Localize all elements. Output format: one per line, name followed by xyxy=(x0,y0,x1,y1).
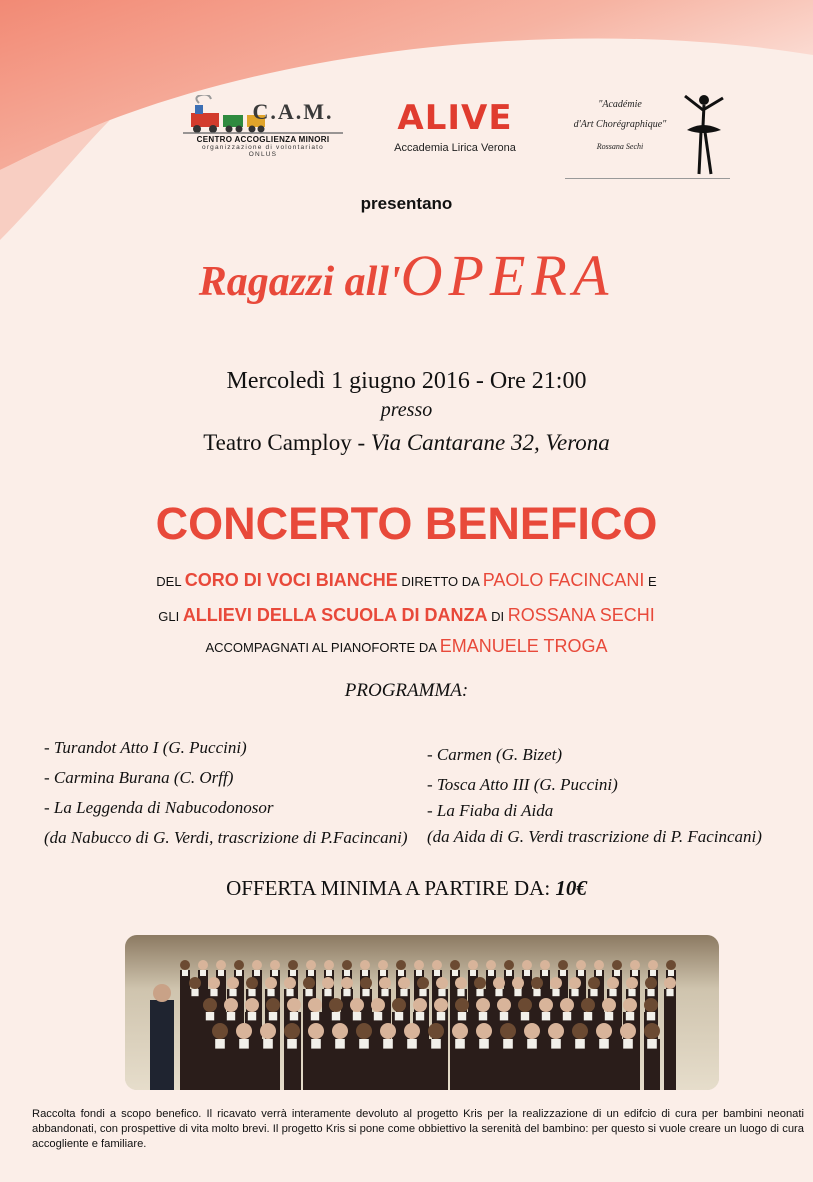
choir-singer-head xyxy=(198,960,208,970)
choir-singer-collar xyxy=(308,970,314,976)
choir-singer-head xyxy=(380,1023,396,1039)
choir-singer-body xyxy=(189,989,201,1090)
choir-singer-head xyxy=(476,998,490,1012)
choir-singer-collar xyxy=(614,970,620,976)
choir-singer-collar xyxy=(578,970,584,976)
choir-singer-collar xyxy=(248,989,255,996)
pianist-name: EMANUELE TROGA xyxy=(439,636,608,656)
cam-subtitle: CENTRO ACCOGLIENZA MINORI xyxy=(196,135,330,144)
credits-line3 xyxy=(40,636,773,657)
choir-singer-head xyxy=(216,960,226,970)
choir-singer-head xyxy=(576,960,586,970)
choir-singer-collar xyxy=(229,989,236,996)
choir-singer-collar xyxy=(596,970,602,976)
choir-singer-collar xyxy=(666,989,673,996)
presentano: presentano xyxy=(360,194,453,213)
choir-singer-collar xyxy=(290,970,296,976)
credits-line1 xyxy=(40,570,773,591)
choir-singer-collar xyxy=(290,1012,298,1020)
choir-singer-head xyxy=(308,1023,324,1039)
choir-singer-collar xyxy=(267,989,274,996)
choir-singer-collar xyxy=(584,1012,592,1020)
event-venue-line xyxy=(80,430,733,456)
choir-singer-collar xyxy=(438,989,445,996)
dance-school-name: ALLIEVI DELLA SCUOLA DI DANZA xyxy=(182,605,488,625)
choir-singer-head xyxy=(455,977,467,989)
credits-text: E xyxy=(644,574,657,589)
offer-label: OFFERTA MINIMA A PARTIRE DA: xyxy=(226,876,556,900)
academie-line3: Rossana Sechi xyxy=(596,142,644,151)
choir-singer-collar xyxy=(191,989,198,996)
choir-singer-collar xyxy=(380,970,386,976)
page-title xyxy=(60,242,753,309)
choir-singer-head xyxy=(260,1023,276,1039)
choir-singer-collar xyxy=(563,1012,571,1020)
event-date-line: Mercoledì 1 giugno 2016 - Ore 21:00 xyxy=(226,368,587,394)
offer-line xyxy=(150,876,663,901)
choir-singer-head xyxy=(350,998,364,1012)
choir-singer-head xyxy=(623,998,637,1012)
choir-singer-collar xyxy=(263,1039,273,1049)
choir-singer-head xyxy=(626,977,638,989)
choir-singer-collar xyxy=(455,1039,465,1049)
choir-singer-collar xyxy=(590,989,597,996)
choir-singer-collar xyxy=(416,1012,424,1020)
program-item: (da Aida di G. Verdi trascrizione di P. Facincani) xyxy=(427,827,762,846)
credits-text: ACCOMPAGNATI AL PIANOFORTE DA xyxy=(205,640,440,655)
choir-singer-collar xyxy=(542,1012,550,1020)
choir-singer-collar xyxy=(626,1012,634,1020)
choir-singer-collar xyxy=(248,1012,256,1020)
choir-singer-head xyxy=(246,977,258,989)
choir-singer-head xyxy=(404,1023,420,1039)
program-item: - Carmina Burana (C. Orff) xyxy=(44,768,234,787)
choir-singer-head xyxy=(497,998,511,1012)
choir-name: CORO DI VOCI BIANCHE xyxy=(184,570,398,590)
choir-singer-head xyxy=(356,1023,372,1039)
choir-singer-head xyxy=(265,977,277,989)
choir-singer-head xyxy=(450,960,460,970)
choir-singer-collar xyxy=(326,970,332,976)
choir-singer-head xyxy=(452,1023,468,1039)
choir-singer-head xyxy=(180,960,190,970)
choir-singer-collar xyxy=(182,970,188,976)
choir-singer-head xyxy=(504,960,514,970)
choir-singer-head xyxy=(645,977,657,989)
choir-singer-head xyxy=(539,998,553,1012)
choir-singer-head xyxy=(432,960,442,970)
choir-photo-illustration xyxy=(125,935,719,1090)
choir-singer-head xyxy=(306,960,316,970)
credits-text: DI xyxy=(487,609,508,624)
choir-singer-head xyxy=(203,998,217,1012)
choir-singer-collar xyxy=(647,1039,657,1049)
choir-singer-collar xyxy=(269,1012,277,1020)
conductor-name: PAOLO FACINCANI xyxy=(482,570,645,590)
choir-singer-head xyxy=(630,960,640,970)
choir-singer-body xyxy=(664,989,676,1090)
choir-singer-head xyxy=(287,998,301,1012)
cam-subtitle-2: organizzazione di volontariato xyxy=(202,144,324,151)
choir-singer-head xyxy=(468,960,478,970)
choir-singer-head xyxy=(558,960,568,970)
choir-singer-head xyxy=(596,1023,612,1039)
choir-singer-head xyxy=(212,1023,228,1039)
choir-singer-collar xyxy=(650,970,656,976)
choir-singer-head xyxy=(581,998,595,1012)
choir-singer-collar xyxy=(628,989,635,996)
choir-singer-collar xyxy=(344,970,350,976)
choir-singer-collar xyxy=(381,989,388,996)
choir-singer-collar xyxy=(374,1012,382,1020)
choir-singer-head xyxy=(378,960,388,970)
choir-singer-collar xyxy=(479,1012,487,1020)
choir-singer-collar xyxy=(458,1012,466,1020)
choir-singer-collar xyxy=(571,989,578,996)
choir-singer-collar xyxy=(470,970,476,976)
credits-text: DEL xyxy=(156,574,185,589)
choir-singer-collar xyxy=(353,1012,361,1020)
choir-singer-head xyxy=(413,998,427,1012)
choir-singer-head xyxy=(392,998,406,1012)
choir-singer-collar xyxy=(599,1039,609,1049)
concert-title: CONCERTO BENEFICO xyxy=(155,498,658,549)
choir-singer-head xyxy=(531,977,543,989)
choir-singer-head xyxy=(607,977,619,989)
choir-singer-head xyxy=(288,960,298,970)
choir-singer-collar xyxy=(324,989,331,996)
choir-singer-collar xyxy=(500,1012,508,1020)
choir-singer-collar xyxy=(400,989,407,996)
choir-singer-collar xyxy=(272,970,278,976)
choir-singer-collar xyxy=(311,1012,319,1020)
choir-singer-collar xyxy=(215,1039,225,1049)
choir-singer-collar xyxy=(457,989,464,996)
choir-photo xyxy=(125,935,719,1090)
academie-line1: "Académie xyxy=(598,99,642,110)
choir-singer-head xyxy=(360,977,372,989)
choir-singer-head xyxy=(588,977,600,989)
academie-logo xyxy=(565,90,730,179)
dance-teacher-name: ROSSANA SECHI xyxy=(507,605,655,625)
offer-price: 10€ xyxy=(555,876,587,900)
choir-singer-collar xyxy=(560,970,566,976)
program-item: - Tosca Atto III (G. Puccini) xyxy=(427,775,618,794)
choir-singer-head xyxy=(379,977,391,989)
choir-singer-collar xyxy=(416,970,422,976)
choir-singer-collar xyxy=(495,989,502,996)
choir-singer-collar xyxy=(383,1039,393,1049)
choir-singer-head xyxy=(414,960,424,970)
choir-singer-collar xyxy=(503,1039,513,1049)
credits-line2 xyxy=(40,605,773,626)
choir-singer-collar xyxy=(239,1039,249,1049)
choir-singer-head xyxy=(428,1023,444,1039)
cam-logo xyxy=(178,95,348,158)
choir-singer-collar xyxy=(647,989,654,996)
choir-singer-head xyxy=(500,1023,516,1039)
alive-title: ALIVE xyxy=(397,98,513,138)
choir-singer-collar xyxy=(398,970,404,976)
cam-title: C.A.M. xyxy=(252,99,334,124)
choir-singer-collar xyxy=(521,1012,529,1020)
choir-singer-collar xyxy=(479,1039,489,1049)
choir-singer-head xyxy=(360,960,370,970)
choir-singer-collar xyxy=(623,1039,633,1049)
choir-singer-head xyxy=(398,977,410,989)
choir-singer-head xyxy=(644,998,658,1012)
choir-singer-head xyxy=(644,1023,660,1039)
choir-singer-collar xyxy=(575,1039,585,1049)
choir-singer-collar xyxy=(527,1039,537,1049)
event-presso: presso xyxy=(380,399,433,421)
ballerina-icon xyxy=(677,90,729,176)
choir-singer-collar xyxy=(437,1012,445,1020)
choir-singer-head xyxy=(548,1023,564,1039)
choir-singer-collar xyxy=(524,970,530,976)
choir-singer-collar xyxy=(218,970,224,976)
choir-singer-head xyxy=(236,1023,252,1039)
choir-singer-collar xyxy=(206,1012,214,1020)
choir-singer-collar xyxy=(452,970,458,976)
choir-singer-collar xyxy=(419,989,426,996)
choir-singer-collar xyxy=(227,1012,235,1020)
choir-singer-collar xyxy=(533,989,540,996)
choir-singer-head xyxy=(322,977,334,989)
choir-singer-head xyxy=(664,977,676,989)
choir-singer-head xyxy=(524,1023,540,1039)
programma-label: PROGRAMMA: xyxy=(344,680,469,701)
choir-singer-collar xyxy=(434,970,440,976)
choir-singer-head xyxy=(648,960,658,970)
choir-singer-head xyxy=(270,960,280,970)
program-item: (da Nabucco di G. Verdi, trascrizione di P.Facincani) xyxy=(44,828,408,847)
choir-singer-collar xyxy=(395,1012,403,1020)
cam-subtitle-3: ONLUS xyxy=(248,151,278,158)
footer-note: Raccolta fondi a scopo benefico. Il ricavato verrà interamente devoluto al progetto Kris per la realizzazione di un edifcio di cura per bambini neonati abbandonati, con prospettive di vita molto brevi. Il progetto Kris si pone come obbiettivo la serenità del bambino: per questo si vuole creare un luogo di cura accogliente e familiare. xyxy=(32,1108,804,1150)
choir-singer-head xyxy=(341,977,353,989)
choir-singer-head xyxy=(227,977,239,989)
choir-singer-collar xyxy=(343,989,350,996)
program-right xyxy=(427,745,762,857)
choir-singer-head xyxy=(518,998,532,1012)
choir-singer-head xyxy=(602,998,616,1012)
choir-singer-head xyxy=(594,960,604,970)
choir-singer-head xyxy=(476,1023,492,1039)
choir-singer-head xyxy=(396,960,406,970)
choir-singer-collar xyxy=(551,1039,561,1049)
choir-singer-head xyxy=(189,977,201,989)
choir-singer-head xyxy=(612,960,622,970)
choir-singer-head xyxy=(329,998,343,1012)
choir-singer-head xyxy=(308,998,322,1012)
choir-singer-head xyxy=(417,977,429,989)
choir-singer-head xyxy=(208,977,220,989)
credits-text: DIRETTO DA xyxy=(397,574,483,589)
credits-text: GLI xyxy=(158,609,183,624)
choir-singer-head xyxy=(252,960,262,970)
venue-address: - Via Cantarane 32, Verona xyxy=(351,430,610,455)
title-part1: Ragazzi all' xyxy=(198,259,401,305)
choir-singer-collar xyxy=(506,970,512,976)
choir-singer-collar xyxy=(668,970,674,976)
conductor-head xyxy=(153,984,171,1002)
choir-singer-collar xyxy=(254,970,260,976)
academie-line2: d'Art Chorégraphique" xyxy=(573,119,667,130)
choir-singer-collar xyxy=(287,1039,297,1049)
choir-singer-collar xyxy=(476,989,483,996)
program-item: - Turandot Atto I (G. Puccini) xyxy=(44,738,247,757)
choir-singer-head xyxy=(455,998,469,1012)
choir-singer-head xyxy=(224,998,238,1012)
choir-singer-collar xyxy=(407,1039,417,1049)
choir-singer-collar xyxy=(605,1012,613,1020)
choir-singer-head xyxy=(620,1023,636,1039)
choir-singer-body xyxy=(180,970,190,1090)
choir-singer-head xyxy=(371,998,385,1012)
alive-subtitle: Accademia Lirica Verona xyxy=(394,142,516,154)
choir-singer-head xyxy=(550,977,562,989)
choir-singer-head xyxy=(569,977,581,989)
choir-singer-collar xyxy=(305,989,312,996)
choir-singer-head xyxy=(303,977,315,989)
program-item: - La Fiaba di Aida xyxy=(427,801,554,820)
choir-singer-collar xyxy=(200,970,206,976)
choir-singer-head xyxy=(540,960,550,970)
choir-singer-head xyxy=(266,998,280,1012)
choir-singer-head xyxy=(486,960,496,970)
choir-singer-collar xyxy=(431,1039,441,1049)
choir-singer-head xyxy=(245,998,259,1012)
program-left xyxy=(44,738,408,858)
choir-singer-collar xyxy=(236,970,242,976)
choir-singer-head xyxy=(332,1023,348,1039)
choir-singer-collar xyxy=(488,970,494,976)
venue-name: Teatro Camploy xyxy=(203,430,352,455)
choir-singer-head xyxy=(342,960,352,970)
choir-singer-head xyxy=(436,977,448,989)
choir-singer-head xyxy=(666,960,676,970)
choir-singer-collar xyxy=(210,989,217,996)
choir-singer-collar xyxy=(514,989,521,996)
choir-singer-collar xyxy=(332,1012,340,1020)
choir-singer-collar xyxy=(311,1039,321,1049)
choir-singer-head xyxy=(284,977,296,989)
choir-singer-head xyxy=(512,977,524,989)
choir-singer-collar xyxy=(362,989,369,996)
choir-singer-collar xyxy=(609,989,616,996)
choir-singer-head xyxy=(522,960,532,970)
program-item: - Carmen (G. Bizet) xyxy=(427,745,563,764)
choir-singer-head xyxy=(434,998,448,1012)
title-part2: OPERA xyxy=(400,243,615,308)
choir-singer-head xyxy=(284,1023,300,1039)
choir-singer-collar xyxy=(362,970,368,976)
choir-singer-collar xyxy=(647,1012,655,1020)
choir-singer-collar xyxy=(542,970,548,976)
choir-singer-collar xyxy=(359,1039,369,1049)
choir-singer-head xyxy=(234,960,244,970)
program-item: - La Leggenda di Nabucodonosor xyxy=(44,798,274,817)
choir-singer-collar xyxy=(632,970,638,976)
choir-singer-head xyxy=(572,1023,588,1039)
choir-singer-head xyxy=(324,960,334,970)
choir-singer-head xyxy=(474,977,486,989)
conductor-figure xyxy=(150,1000,174,1090)
alive-logo xyxy=(375,98,535,154)
choir-singer-collar xyxy=(335,1039,345,1049)
choir-singer-head xyxy=(493,977,505,989)
choir-singer-head xyxy=(560,998,574,1012)
choir-singer-collar xyxy=(286,989,293,996)
choir-singer-collar xyxy=(552,989,559,996)
